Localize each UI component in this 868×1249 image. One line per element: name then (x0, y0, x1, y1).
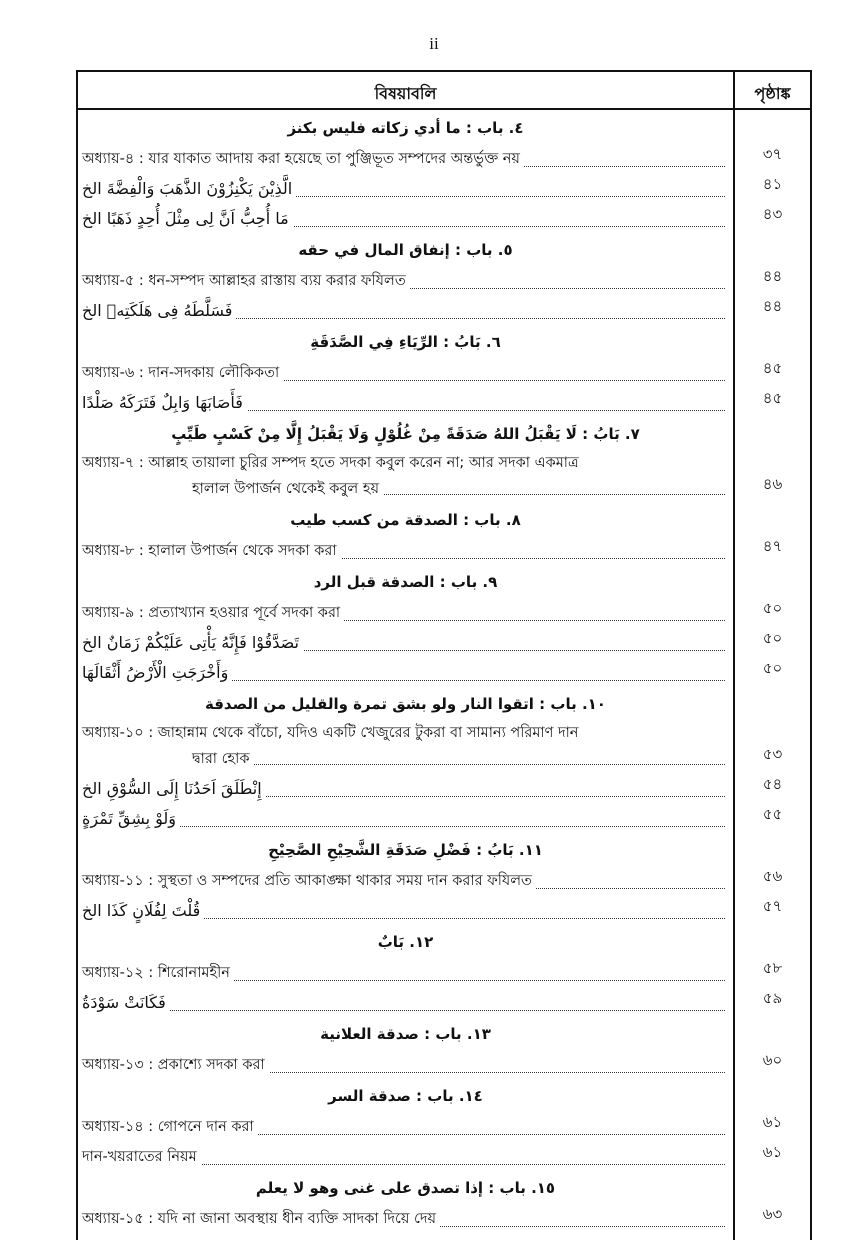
page-number-cell: ৫৬ (762, 867, 783, 885)
page-number-cell: ৬০ (762, 1051, 783, 1069)
chapter-heading (78, 1172, 810, 1204)
page-number-cell: ৪১ (762, 175, 783, 193)
toc-entry (78, 1204, 810, 1234)
page-number-cell: ৪৪ (762, 267, 783, 285)
chapter-heading (78, 504, 810, 536)
toc-entry (78, 1112, 810, 1142)
toc-entry (78, 896, 810, 926)
toc-entry-label: অধ্যায়-৮ : হালাল উপার্জন থেকে সদকা করা (82, 543, 341, 559)
page-number-cell: ৬১ (762, 1113, 783, 1131)
toc-entry-line: অধ্যায়-৭ : আল্লাহ তায়ালা চুরির সম্পদ হতে সদকা কবুল করেন না; আর সদকা একমাত্র (82, 455, 579, 471)
page-number-cell: ৬১ (762, 1143, 783, 1161)
chapter-heading (78, 112, 810, 144)
page-number-cell: ৫০ (762, 599, 783, 617)
toc-entry-text (78, 1142, 733, 1172)
toc-entry-text (78, 958, 733, 988)
chapter-heading-text: ٦. بَابُ : الرِّيَاءِ فِي الصَّدَقَةِ (310, 333, 501, 351)
chapter-heading (78, 1018, 810, 1050)
leader-dots (82, 1010, 725, 1011)
page-number-cell: ৪৪ (762, 297, 783, 315)
arabic-phrase: مَا أُحِبُّ اَنَّ لِى مِثْلَ أُحِدٍ ذَهَبًا الخ (82, 204, 293, 234)
arabic-phrase: إِنْطَلَقَ اَحَدُنَا إِلَى السُّوْقِ الخ (82, 774, 266, 804)
leader-dots (192, 764, 725, 765)
chapter-heading (78, 418, 810, 450)
toc-entry (78, 296, 810, 326)
page-number: ii (429, 34, 439, 53)
toc-entry-label: অধ্যায়-৫ : ধন-সম্পদ আল্লাহর রাস্তায় ব্যয় করার ফযিলত (82, 273, 410, 289)
toc-entry (78, 266, 810, 296)
chapter-heading-text: ١٢. بَابٌ (377, 933, 434, 951)
subject-header: বিষয়াবলি (374, 84, 437, 103)
chapter-heading (78, 234, 810, 266)
page-number-cell: ৬৩ (762, 1205, 783, 1223)
toc-entry-text (78, 720, 733, 774)
toc-entry-label: অধ্যায়-৪ : যার যাকাত আদায় করা হয়েছে তা পুঞ্জিভূত সম্পদের অন্তর্ভুক্ত নয় (82, 151, 524, 167)
toc-entry-text (78, 388, 733, 418)
toc-entry-text (78, 204, 733, 234)
page-number-cell: ৫৭ (762, 897, 783, 915)
chapter-heading-text: ٧. بَابُ : لَا يَقْبَلُ اللهُ صَدَقَةً مِنْ غُلُوْلٍ وَلَا يَقْبَلُ إِلَّا مِنْ كَسْبٍ طَيِّبٍ (171, 425, 640, 443)
toc-entry (78, 774, 810, 804)
chapter-heading-text: ٤. باب : ما أدي زكاته فليس بكنز (287, 119, 524, 137)
toc-rows (78, 112, 810, 1234)
toc-entry (78, 174, 810, 204)
toc-entry-text (78, 1112, 733, 1142)
toc-entry-text (78, 628, 733, 658)
toc-entry-label: অধ্যায়-৯ : প্রত্যাখ্যান হওয়ার পূর্বে সদকা করা (82, 605, 344, 621)
toc-header (78, 72, 810, 110)
page-number-cell: ৫০ (762, 629, 783, 647)
arabic-phrase: وَأَخْرَجَتِ الْأَرْضُ أَثْقَالَهَا (82, 658, 232, 688)
toc-entry-label: অধ্যায়-১৫ : যদি না জানা অবস্থায় ধীন ব্যক্তি সাদকা দিয়ে দেয় (82, 1211, 440, 1227)
toc-entry-continuation: হালাল উপার্জন থেকেই কবুল হয় (192, 481, 383, 497)
chapter-heading-text: ١٠. باب : اتقوا النار ولو بشق تمرة والقليل من الصدقة (205, 695, 606, 713)
page-number-cell: ৫৫ (762, 805, 783, 823)
toc-entry (78, 450, 810, 504)
chapter-heading-text: ١١. بَابُ : فَضْلِ صَدَقَةِ الشَّحِيْحِ الصَّحِيْحِ (268, 841, 543, 859)
page-number-cell: ৫৮ (762, 959, 783, 977)
toc-entry-label: অধ্যায়-১৪ : গোপনে দান করা (82, 1119, 258, 1135)
chapter-heading-text: ١٤. باب : صدقة السر (328, 1087, 483, 1105)
toc-entry (78, 1050, 810, 1080)
page-number-cell: ৪৫ (762, 389, 783, 407)
toc-entry-label: অধ্যায়-৬ : দান-সদকায় লৌকিকতা (82, 365, 283, 381)
page-number-cell: ৫৯ (762, 989, 783, 1007)
toc-entry-text (78, 1050, 733, 1080)
toc-entry-label: অধ্যায়-১২ : শিরোনামহীন (82, 965, 234, 981)
toc-entry (78, 144, 810, 174)
page-number-cell: ৫৪ (762, 775, 783, 793)
toc-entry (78, 388, 810, 418)
page-header: পৃষ্ঠাঙ্ক (754, 84, 791, 103)
toc-entry-line: অধ্যায়-১০ : জাহান্নাম থেকে বাঁচো, যদিও একটি খেজুরের টুকরা বা সামান্য পরিমাণ দান (82, 725, 579, 741)
chapter-heading-text: ٩. باب : الصدقة قبل الرد (313, 573, 498, 591)
page-number-cell: ৪৬ (762, 475, 783, 493)
toc-entry (78, 720, 810, 774)
page-number-cell: ৩৭ (762, 145, 783, 163)
chapter-heading (78, 834, 810, 866)
toc-entry-text (78, 144, 733, 174)
toc-entry (78, 658, 810, 688)
toc-entry (78, 804, 810, 834)
toc-entry-text (78, 536, 733, 566)
chapter-heading-text: ١٣. باب : صدقة العلانية (320, 1025, 491, 1043)
page-number-cell: ৪৩ (762, 205, 783, 223)
page-number-cell: ৫০ (762, 659, 783, 677)
toc-entry-text (78, 1204, 733, 1234)
chapter-heading-text: ١٥. باب : إذا تصدق على غنى وهو لا يعلم (255, 1179, 556, 1197)
toc-entry (78, 358, 810, 388)
toc-entry (78, 204, 810, 234)
toc-entry (78, 536, 810, 566)
arabic-phrase: فَكَانَتْ سَوْدَةُ (82, 988, 170, 1018)
toc-entry-text (78, 896, 733, 926)
toc-entry-text (78, 658, 733, 688)
arabic-phrase: فَسَلَّطَهُ فِى هَلَكَتِهٖ الخ (82, 296, 236, 326)
page-number-cell: ৪৭ (762, 537, 783, 555)
toc-entry-line (82, 746, 725, 772)
page-number-cell: ৫৩ (762, 745, 783, 763)
toc-entry (78, 598, 810, 628)
toc-entry-text (78, 804, 733, 834)
toc-entry (78, 988, 810, 1018)
toc-entry-text (78, 598, 733, 628)
toc-entry-text (78, 988, 733, 1018)
toc-entry (78, 958, 810, 988)
toc-entry (78, 628, 810, 658)
toc-entry-label: অধ্যায়-১১ : সুস্থতা ও সম্পদের প্রতি আকাঙ্ক্ষা থাকার সময় দান করার ফযিলত (82, 873, 536, 889)
arabic-phrase: تَصَدَّقُوْا فَإِنَّهُ يَأْتِى عَلَيْكُمْ زَمَانٌ الخ (82, 628, 303, 658)
toc-entry-label: অধ্যায়-১৩ : প্রকাশ্যে সদকা করা (82, 1057, 269, 1073)
toc-entry-text (78, 774, 733, 804)
toc-entry-text (78, 358, 733, 388)
toc-entry-continuation: দ্বারা হোক (192, 751, 253, 767)
toc-entry-text (78, 266, 733, 296)
arabic-phrase: قُلْتَ لِفُلَانٍ كَذَا الخ (82, 896, 204, 926)
chapter-heading (78, 688, 810, 720)
arabic-phrase: وَلَوْ بِشِقِّ تَمْرَةٍ (82, 804, 180, 834)
toc-entry-text (78, 866, 733, 896)
arabic-phrase: الَّذِيْنَ يَكْنِزُوْنَ الذَّهَبَ وَالْفِضَّةَ الخ (82, 174, 296, 204)
chapter-heading (78, 566, 810, 598)
toc-entry-label: দান-খয়রাতের নিয়ম (82, 1149, 201, 1165)
page-number-cell: ৪৫ (762, 359, 783, 377)
chapter-heading-text: ٨. باب : الصدقة من كسب طيب (290, 511, 521, 529)
chapter-heading (78, 926, 810, 958)
toc-entry (78, 1142, 810, 1172)
toc-entry-text (78, 450, 733, 504)
toc-entry-line (82, 476, 725, 502)
toc-entry (78, 866, 810, 896)
chapter-heading (78, 1080, 810, 1112)
arabic-phrase: فَأَصَابَهَا وَابِلٌ فَتَرَكَهُ صَلْدًا (82, 388, 247, 418)
toc-entry-text (78, 174, 733, 204)
table-of-contents (76, 70, 812, 1240)
chapter-heading-text: ٥. باب : إنفاق المال في حقه (298, 241, 513, 259)
chapter-heading (78, 326, 810, 358)
toc-entry-text (78, 296, 733, 326)
